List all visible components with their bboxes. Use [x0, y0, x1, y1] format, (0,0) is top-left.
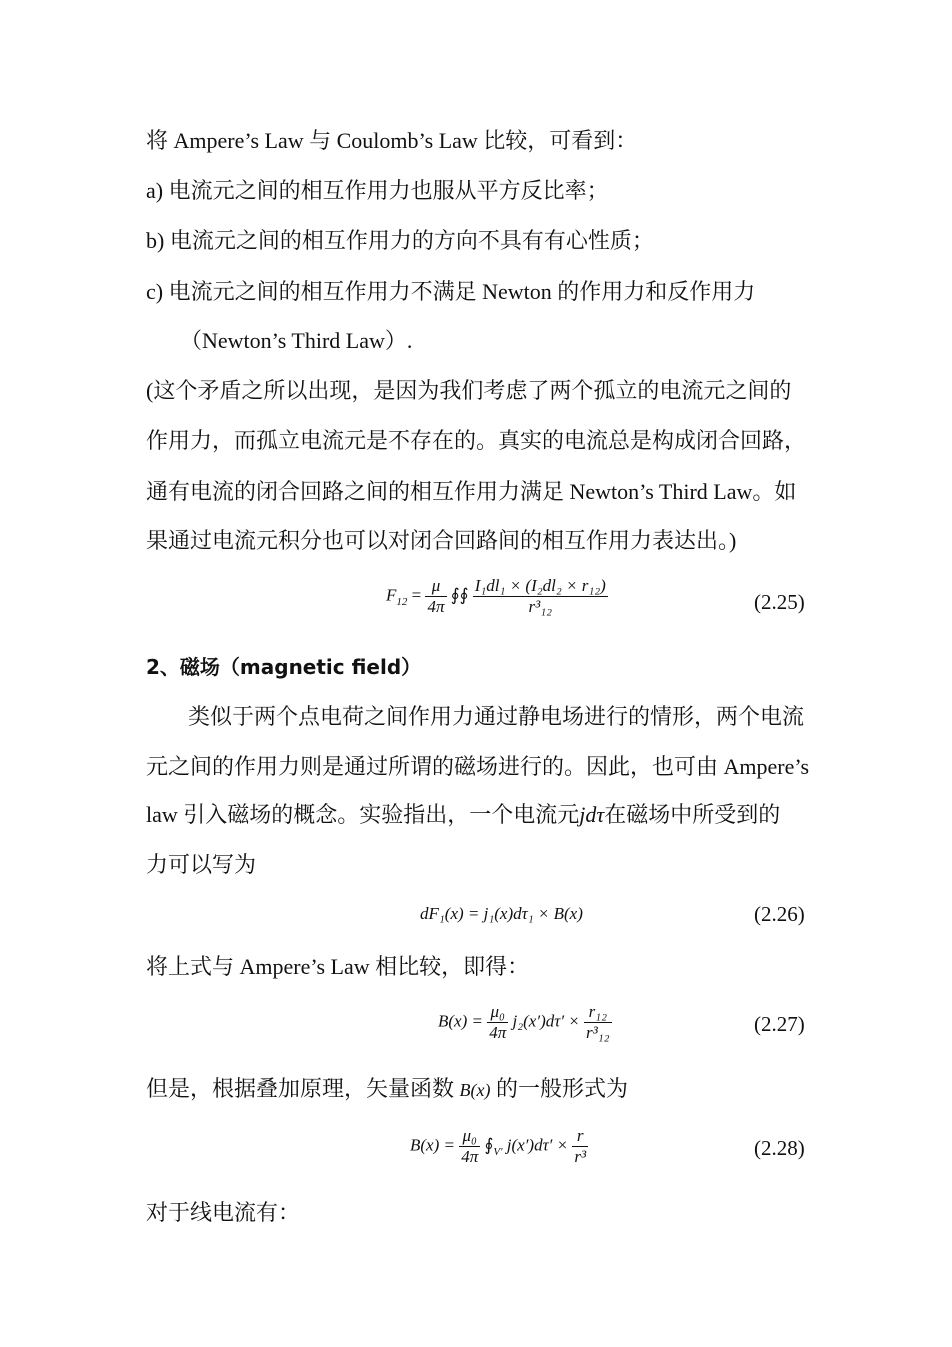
- compare-line: 将上式与 Ampere’s Law 相比较，即得：: [146, 954, 530, 979]
- equation-number-2-25: (2.25): [754, 590, 805, 614]
- note-line-1: (这个矛盾之所以出现，是因为我们考虑了两个孤立的电流元之间的: [146, 378, 792, 403]
- list-item-c-cont: （Newton’s Third Law）.: [180, 328, 413, 353]
- field-symbol: B(x): [459, 1080, 491, 1100]
- superposition-line: 但是，根据叠加原理，矢量函数 B(x) 的一般形式为: [146, 1076, 629, 1101]
- note-line-2: 作用力，而孤立电流元是不存在的。真实的电流总是构成闭合回路，: [146, 428, 807, 453]
- para-line-2: 元之间的作用力则是通过所谓的磁场进行的。因此，也可由 Ampere’s: [146, 754, 810, 779]
- note-line-3: 通有电流的闭合回路之间的相互作用力满足 Newton’s Third Law。如: [146, 479, 797, 504]
- list-item-c: c) 电流元之间的相互作用力不满足 Newton 的作用力和反作用力: [146, 279, 756, 304]
- equation-2-27: B(x) = $\frac{\text{μ₀}}{4\pi}$ j₂(x′)dτ′ × $\frac{\text{r₁₂}}{\text{r³₁₂}}$: [438, 1002, 610, 1042]
- para-line-4: 力可以写为: [146, 852, 257, 877]
- equation-2-26: dF₁(x) = j₁(x)dτ₁ × B(x): [420, 904, 583, 923]
- para-line-1: 类似于两个点电荷之间作用力通过静电场进行的情形，两个电流: [188, 704, 805, 729]
- final-line: 对于线电流有：: [146, 1200, 301, 1225]
- list-item-a: a) 电流元之间的相互作用力也服从平方反比率；: [146, 178, 609, 203]
- section-title: 2、磁场（magnetic field）: [146, 655, 422, 679]
- equation-number-2-27: (2.27): [754, 1012, 805, 1036]
- equation-number-2-26: (2.26): [754, 902, 805, 926]
- equation-number-2-28: (2.28): [754, 1136, 805, 1160]
- para-line-3: law 引入磁场的概念。实验指出，一个电流元jdτ在磁场中所受到的: [146, 802, 781, 827]
- list-item-b: b) 电流元之间的相互作用力的方向不具有有心性质；: [146, 228, 654, 253]
- note-line-4: 果通过电流元积分也可以对闭合回路间的相互作用力表达出。): [146, 528, 737, 553]
- equation-2-28: B(x) = $\frac{\text{μ₀}}{4\pi}$ $∮_{V'}$ j(x′)dτ′ × $\frac{r}{\text{r³}}$: [410, 1126, 587, 1166]
- current-element-symbol: jdτ: [579, 802, 605, 827]
- equation-2-25: $F_{12}$ = $\frac{\mu}{4\pi}$ ∮∮ $\frac{\text{I₁dl₁ × (I₂dl₂ × r₁₂)}}{\text{r³₁₂}}$: [386, 576, 606, 616]
- intro-line: 将 Ampere’s Law 与 Coulomb’s Law 比较，可看到：: [146, 128, 638, 153]
